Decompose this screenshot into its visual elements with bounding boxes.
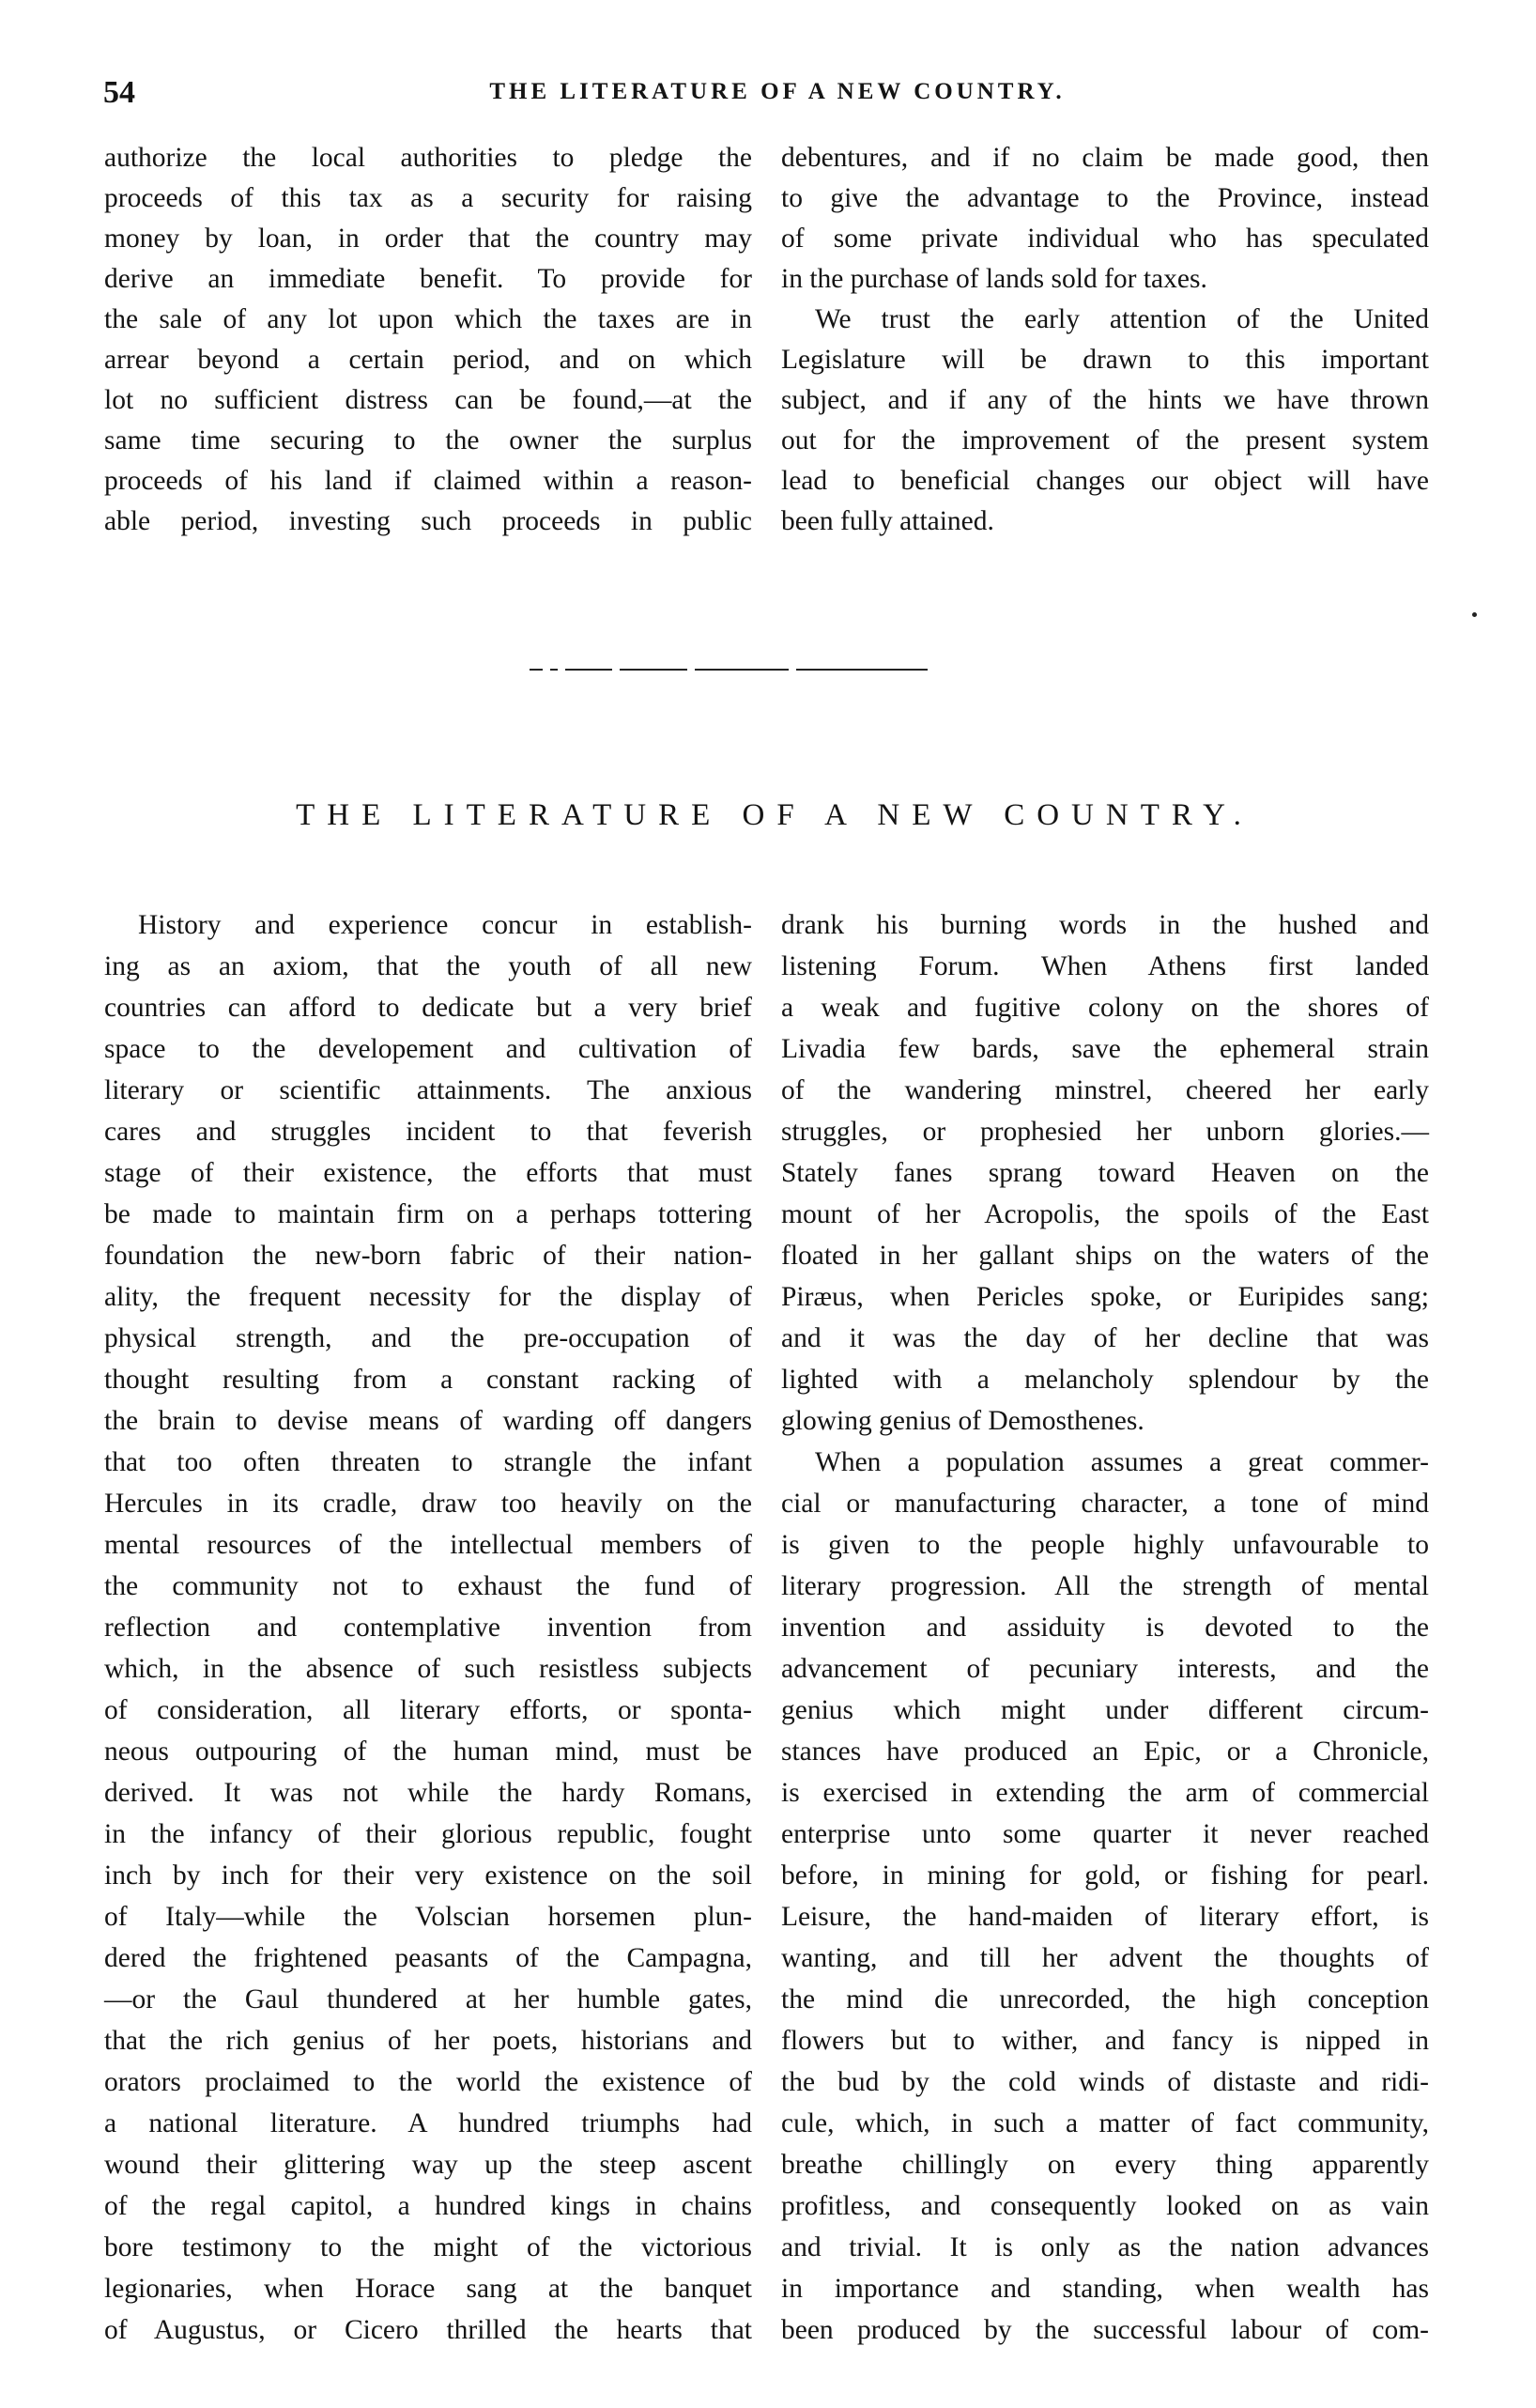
text-line: countries can afford to dedicate but a very brief — [104, 993, 752, 1023]
article-title: THE LITERATURE OF A NEW COUNTRY. — [296, 798, 1253, 832]
divider-dash — [530, 669, 543, 671]
text-line: the brain to devise means of warding off dangers — [104, 1406, 752, 1436]
text-line: Stately fanes sprang toward Heaven on the — [781, 1158, 1429, 1188]
text-line: legionaries, when Horace sang at the banquet — [104, 2274, 752, 2304]
page-number: 54 — [103, 75, 135, 110]
text-line: same time securing to the owner the surplus — [104, 425, 752, 455]
text-line: debentures, and if no claim be made good, then — [781, 143, 1429, 173]
text-line: mount of her Acropolis, the spoils of the East — [781, 1199, 1429, 1229]
text-line: stage of their existence, the efforts that must — [104, 1158, 752, 1188]
text-line: flowers but to wither, and fancy is nipped in — [781, 2026, 1429, 2056]
text-line: bore testimony to the might of the victorious — [104, 2232, 752, 2262]
text-line: of Augustus, or Cicero thrilled the hearts that — [104, 2315, 752, 2345]
text-line: money by loan, in order that the country may — [104, 224, 752, 254]
text-line: reflection and contemplative invention from — [104, 1613, 752, 1643]
text-line: genius which might under different circum- — [781, 1695, 1429, 1725]
text-line: wound their glittering way up the steep ascent — [104, 2150, 752, 2180]
text-line: glowing genius of Demosthenes. — [781, 1406, 1144, 1436]
text-line: ality, the frequent necessity for the display of — [104, 1282, 752, 1312]
text-line: We trust the early attention of the United — [815, 304, 1429, 334]
text-line: of consideration, all literary efforts, or sponta- — [104, 1695, 752, 1725]
text-line: struggles, or prophesied her unborn glories.— — [781, 1117, 1429, 1147]
text-line: authorize the local authorities to pledge the — [104, 143, 752, 173]
text-line: in the purchase of lands sold for taxes. — [781, 264, 1207, 294]
divider-dash — [620, 669, 687, 671]
text-line: derive an immediate benefit. To provide for — [104, 264, 752, 294]
text-line: wanting, and till her advent the thoughts of — [781, 1943, 1429, 1973]
text-line: lot no sufficient distress can be found,—at the — [104, 385, 752, 415]
text-line: literary or scientific attainments. The anxious — [104, 1075, 752, 1105]
text-line: been fully attained. — [781, 506, 994, 536]
divider-dash — [550, 669, 558, 671]
text-line: is given to the people highly unfavourable to — [781, 1530, 1429, 1560]
text-line: History and experience concur in establish- — [138, 910, 752, 940]
previous-article-right-column — [781, 138, 1429, 542]
text-line: the community not to exhaust the fund of — [104, 1571, 752, 1601]
text-line: foundation the new-born fabric of their nation- — [104, 1241, 752, 1271]
text-line: to give the advantage to the Province, instead — [781, 183, 1429, 213]
text-line: the mind die unrecorded, the high conception — [781, 1984, 1429, 2014]
text-line: derived. It was not while the hardy Romans, — [104, 1778, 752, 1808]
text-line: When a population assumes a great commer- — [815, 1447, 1429, 1477]
text-line: profitless, and consequently looked on as vain — [781, 2191, 1429, 2221]
text-line: the sale of any lot upon which the taxes are in — [104, 304, 752, 334]
section-divider — [530, 669, 937, 672]
article-left-column — [104, 904, 752, 2351]
text-line: of some private individual who has speculated — [781, 224, 1429, 254]
text-line: in the infancy of their glorious republic, fought — [104, 1819, 752, 1849]
text-line: inch by inch for their very existence on the soil — [104, 1860, 752, 1891]
text-line: and trivial. It is only as the nation advances — [781, 2232, 1429, 2262]
divider-dash — [565, 669, 612, 671]
text-line: breathe chillingly on every thing apparently — [781, 2150, 1429, 2180]
text-line: physical strength, and the pre-occupation of — [104, 1323, 752, 1353]
text-line: been produced by the successful labour of com- — [781, 2315, 1429, 2345]
text-line: is exercised in extending the arm of commercial — [781, 1778, 1429, 1808]
text-line: be made to maintain firm on a perhaps tottering — [104, 1199, 752, 1229]
text-line: subject, and if any of the hints we have thrown — [781, 385, 1429, 415]
text-line: ing as an axiom, that the youth of all new — [104, 951, 752, 981]
text-line: out for the improvement of the present system — [781, 425, 1429, 455]
text-line: cial or manufacturing character, a tone of mind — [781, 1489, 1429, 1519]
scan-speck — [1472, 612, 1477, 617]
text-line: dered the frightened peasants of the Campagna, — [104, 1943, 752, 1973]
previous-article-left-column — [104, 138, 752, 542]
text-line: that too often threaten to strangle the infant — [104, 1447, 752, 1477]
text-line: Livadia few bards, save the ephemeral strain — [781, 1034, 1429, 1064]
text-line: listening Forum. When Athens first landed — [781, 951, 1429, 981]
text-line: arrear beyond a certain period, and on which — [104, 345, 752, 375]
divider-dash — [695, 669, 789, 671]
text-line: drank his burning words in the hushed and — [781, 910, 1429, 940]
text-line: able period, investing such proceeds in public — [104, 506, 752, 536]
text-line: lighted with a melancholy splendour by the — [781, 1365, 1429, 1395]
text-line: of the regal capitol, a hundred kings in chains — [104, 2191, 752, 2221]
text-line: orators proclaimed to the world the existence of — [104, 2067, 752, 2097]
text-line: the bud by the cold winds of distaste and ridi- — [781, 2067, 1429, 2097]
text-line: Legislature will be drawn to this important — [781, 345, 1429, 375]
text-line: lead to beneficial changes our object will have — [781, 466, 1429, 496]
text-line: cares and struggles incident to that feverish — [104, 1117, 752, 1147]
text-line: space to the developement and cultivation of — [104, 1034, 752, 1064]
text-line: enterprise unto some quarter it never reached — [781, 1819, 1429, 1849]
text-line: literary progression. All the strength of mental — [781, 1571, 1429, 1601]
text-line: that the rich genius of her poets, historians and — [104, 2026, 752, 2056]
text-line: proceeds of this tax as a security for raising — [104, 183, 752, 213]
text-line: of the wandering minstrel, cheered her early — [781, 1075, 1429, 1105]
text-line: and it was the day of her decline that was — [781, 1323, 1429, 1353]
text-line: stances have produced an Epic, or a Chronicle, — [781, 1737, 1429, 1767]
article-right-column — [781, 904, 1429, 2351]
text-line: Hercules in its cradle, draw too heavily on the — [104, 1489, 752, 1519]
text-line: before, in mining for gold, or fishing for pearl. — [781, 1860, 1429, 1891]
text-line: which, in the absence of such resistless subjects — [104, 1654, 752, 1684]
text-line: a weak and fugitive colony on the shores of — [781, 993, 1429, 1023]
text-line: of Italy—while the Volscian horsemen plun- — [104, 1902, 752, 1932]
text-line: floated in her gallant ships on the waters of the — [781, 1241, 1429, 1271]
text-line: mental resources of the intellectual members of — [104, 1530, 752, 1560]
text-line: proceeds of his land if claimed within a reason- — [104, 466, 752, 496]
text-line: cule, which, in such a matter of fact community, — [781, 2108, 1429, 2138]
text-line: neous outpouring of the human mind, must be — [104, 1737, 752, 1767]
text-line: Piræus, when Pericles spoke, or Euripides sang; — [781, 1282, 1429, 1312]
running-header: THE LITERATURE OF A NEW COUNTRY. — [489, 79, 1066, 104]
text-line: advancement of pecuniary interests, and the — [781, 1654, 1429, 1684]
text-line: in importance and standing, when wealth has — [781, 2274, 1429, 2304]
text-line: Leisure, the hand-maiden of literary effort, is — [781, 1902, 1429, 1932]
text-line: —or the Gaul thundered at her humble gates, — [104, 1984, 752, 2014]
text-line: a national literature. A hundred triumphs had — [104, 2108, 752, 2138]
divider-dash — [796, 669, 928, 671]
text-line: thought resulting from a constant racking of — [104, 1365, 752, 1395]
text-line: invention and assiduity is devoted to the — [781, 1613, 1429, 1643]
